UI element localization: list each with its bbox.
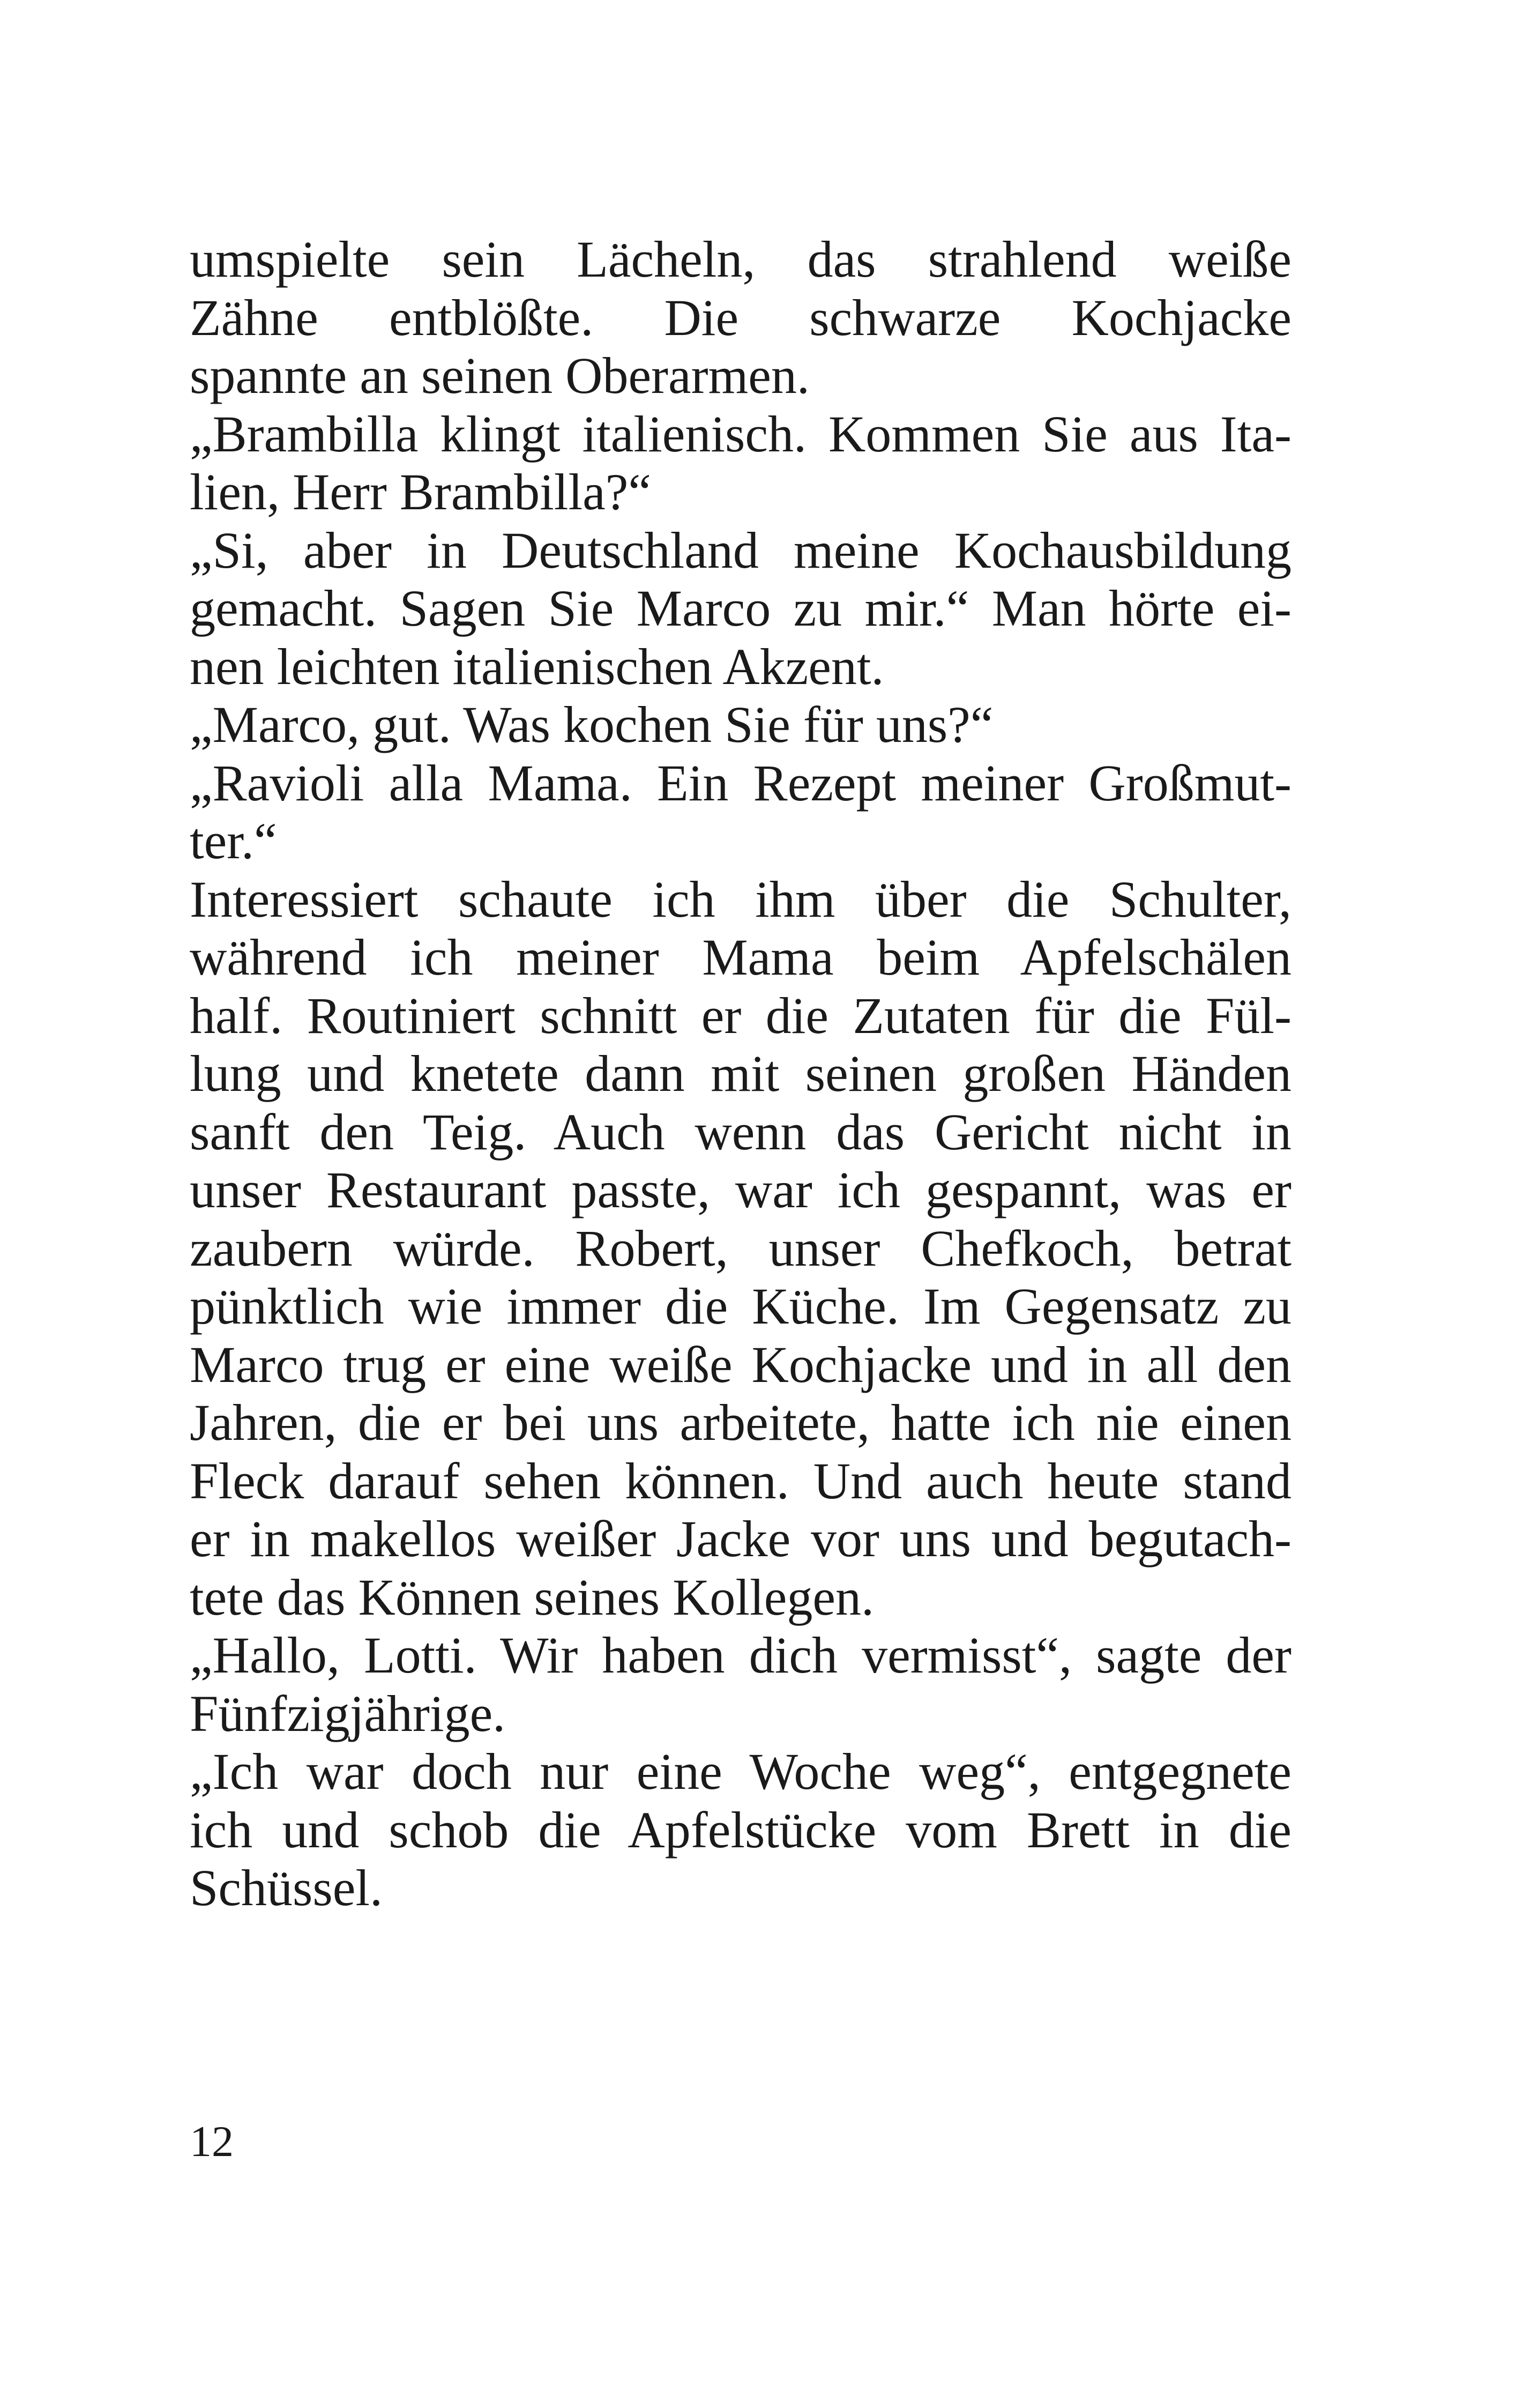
text-line: „Ravioli alla Mama. Ein Rezept meiner Großmut- xyxy=(190,754,1291,812)
text-line: lien, Herr Brambilla?“ xyxy=(190,463,651,521)
text-line: lung und knetete dann mit seinen großen Händen xyxy=(190,1045,1291,1102)
text-line: tete das Können seines Kollegen. xyxy=(190,1568,874,1626)
text-line: zaubern würde. Robert, unser Chefkoch, betrat xyxy=(190,1219,1291,1277)
text-line: während ich meiner Mama beim Apfelschälen xyxy=(190,928,1291,986)
text-line: umspielte sein Lächeln, das strahlend weiße xyxy=(190,231,1291,288)
page-number: 12 xyxy=(190,2117,234,2166)
text-line: pünktlich wie immer die Küche. Im Gegensatz zu xyxy=(190,1277,1291,1335)
text-line: Zähne entblößte. Die schwarze Kochjacke xyxy=(190,288,1291,346)
text-line: Marco trug er eine weiße Kochjacke und in all den xyxy=(190,1335,1291,1393)
body-text xyxy=(190,231,1291,1918)
text-line: unser Restaurant passte, war ich gespannt, was er xyxy=(190,1161,1291,1218)
text-line: Interessiert schaute ich ihm über die Schulter, xyxy=(190,870,1291,928)
text-line: gemacht. Sagen Sie Marco zu mir.“ Man hörte ei- xyxy=(190,579,1291,637)
text-line: „Marco, gut. Was kochen Sie für uns?“ xyxy=(190,696,994,753)
text-line: „Brambilla klingt italienisch. Kommen Sie aus Ita- xyxy=(190,405,1291,463)
text-line: Schüssel. xyxy=(190,1859,383,1916)
text-line: spannte an seinen Oberarmen. xyxy=(190,347,810,404)
text-line: nen leichten italienischen Akzent. xyxy=(190,637,884,695)
text-line: „Ich war doch nur eine Woche weg“, entgegnete xyxy=(190,1743,1291,1800)
text-line: „Si, aber in Deutschland meine Kochausbildung xyxy=(190,521,1291,579)
text-line: ich und schob die Apfelstücke vom Brett in die xyxy=(190,1801,1291,1859)
text-line: half. Routiniert schnitt er die Zutaten für die Fül- xyxy=(190,986,1291,1044)
text-line: ter.“ xyxy=(190,812,277,869)
text-line: er in makellos weißer Jacke vor uns und begutach- xyxy=(190,1510,1291,1567)
text-line: „Hallo, Lotti. Wir haben dich vermisst“, sagte der xyxy=(190,1626,1291,1684)
text-line: Jahren, die er bei uns arbeitete, hatte ich nie einen xyxy=(190,1394,1291,1451)
text-line: Fleck darauf sehen können. Und auch heute stand xyxy=(190,1452,1291,1510)
text-line: Fünfzigjährige. xyxy=(190,1684,506,1742)
text-line: sanft den Teig. Auch wenn das Gericht nicht in xyxy=(190,1103,1291,1161)
